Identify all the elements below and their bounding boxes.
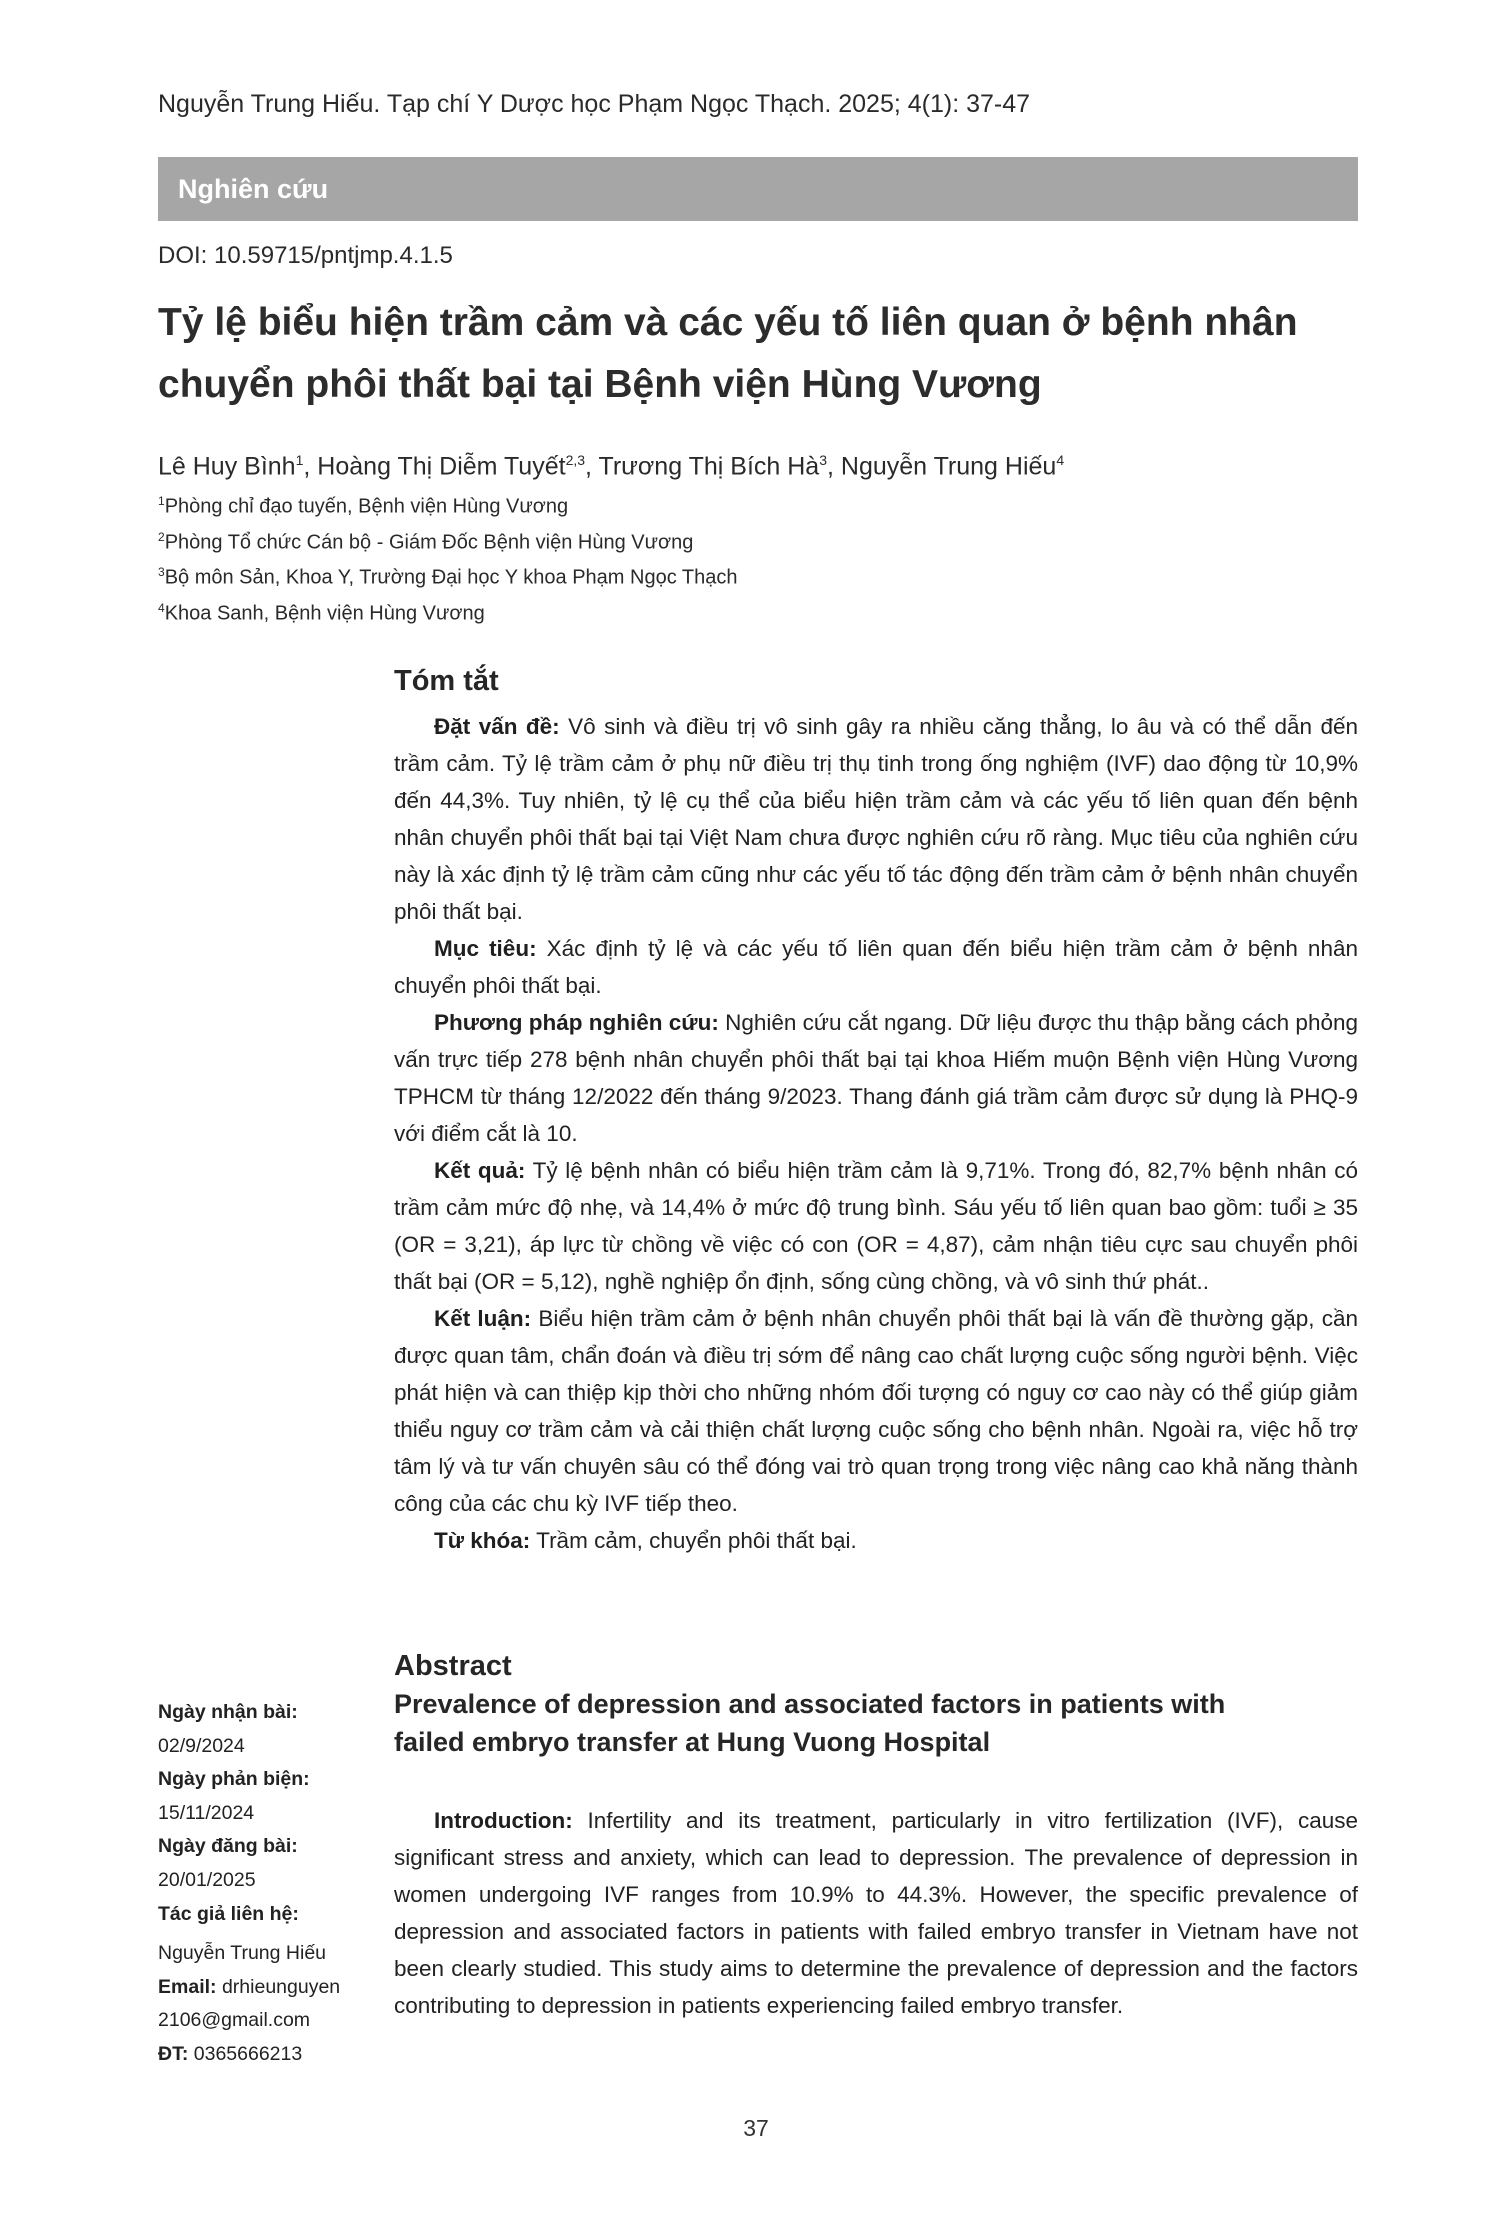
author-separator: , <box>827 452 841 481</box>
article-title <box>158 292 1368 416</box>
affiliation-text: Khoa Sanh, Bệnh viện Hùng Vương <box>164 602 485 625</box>
keywords-paragraph <box>394 1522 1358 1559</box>
abstract-heading: Abstract <box>394 1650 512 1682</box>
paragraph-label: Introduction: <box>434 1808 573 1833</box>
paragraph-label: Kết luận: <box>434 1306 532 1331</box>
author-name: Nguyễn Trung Hiếu <box>840 452 1057 481</box>
received-label: Ngày nhận bài: <box>158 1701 298 1723</box>
affiliation-list <box>158 486 737 629</box>
doi-link[interactable]: DOI: 10.59715/pntjmp.4.1.5 <box>158 242 453 269</box>
paragraph-text: Vô sinh và điều trị vô sinh gây ra nhiều căng thẳng, lo âu và có thể dẫn đến trầm cảm. Tỷ lệ trầm cảm ở phụ nữ điều trị thụ tinh trong ống nghiệm (IVF) dao động từ 10,9% đến 44,3%. Tuy nhiên, tỷ lệ cụ thể của biểu hiện trầm cảm và các yếu tố liên quan đến bệnh nhân chuyển phôi thất bại tại Việt Nam chưa được nghiên cứu rõ ràng. Mục tiêu của nghiên cứu này là xác định tỷ lệ trầm cảm cũng như các yếu tố tác động đến trầm cảm ở bệnh nhân chuyển phôi thất bại. <box>394 714 1358 924</box>
author-affil-sup: 2,3 <box>565 452 586 468</box>
citation-line: Nguyễn Trung Hiếu. Tạp chí Y Dược học Phạm Ngọc Thạch. 2025; 4(1): 37-47 <box>158 90 1031 118</box>
vietnamese-abstract <box>394 665 1358 1559</box>
paragraph-text: Infertility and its treatment, particularly in vitro fertilization (IVF), cause significant stress and anxiety, which can lead to depression. The prevalence of depression in women undergoing IVF ranges from 10.9% to 44.3%. However, the specific prevalence of depression and associated factors in patients with failed embryo transfer in Vietnam have not been clearly studied. This study aims to determine the prevalence of depression and the factors contributing to depression in patients experiencing failed embryo transfer. <box>394 1808 1358 2018</box>
email-label: Email: <box>158 1975 217 1998</box>
paragraph-text: Trầm cảm, chuyển phôi thất bại. <box>536 1528 857 1553</box>
author-name: Lê Huy Bình <box>158 452 296 481</box>
paragraph-label: Kết quả: <box>434 1158 526 1183</box>
article-info-sidebar <box>158 1696 388 2072</box>
affiliation-text: Phòng chỉ đạo tuyến, Bệnh viện Hùng Vương <box>164 495 569 518</box>
affiliation-text: Phòng Tổ chức Cán bộ - Giám Đốc Bệnh viện Hùng Vương <box>164 531 694 554</box>
affiliation-sup: 2 <box>158 529 165 544</box>
published-date: 20/01/2025 <box>158 1868 256 1891</box>
affiliation-sup: 3 <box>158 565 165 580</box>
email-part-1[interactable]: drhieunguyen <box>221 1975 341 1998</box>
contact-label: Tác giả liên hệ: <box>158 1902 299 1925</box>
paragraph-label: Đặt vấn đề: <box>434 714 560 739</box>
author-list <box>158 452 1064 481</box>
english-title <box>394 1685 1358 1761</box>
affiliation-item <box>158 522 737 558</box>
paragraph-text: Biểu hiện trầm cảm ở bệnh nhân chuyển phôi thất bại là vấn đề thường gặp, cần được quan tâm, chẩn đoán và điều trị sớm để nâng cao chất lượng cuộc sống người bệnh. Việc phát hiện và can thiệp kịp thời cho những nhóm đối tượng có nguy cơ cao này có thể giúp giảm thiểu nguy cơ trầm cảm và cải thiện chất lượng cuộc sống cho bệnh nhân. Ngoài ra, việc hỗ trợ tâm lý và tư vấn chuyên sâu có thể đóng vai trò quan trọng trong việc nâng cao khả năng thành công của các chu kỳ IVF tiếp theo. <box>394 1306 1358 1516</box>
abstract-paragraph <box>394 1004 1358 1152</box>
author-separator: , <box>303 452 318 481</box>
paragraph-label: Phương pháp nghiên cứu: <box>434 1010 719 1035</box>
author-name: Trương Thị Bích Hà <box>598 452 820 481</box>
email-part-2[interactable]: 2106@gmail.com <box>158 2009 311 2032</box>
phone-label: ĐT: <box>158 2042 189 2065</box>
affiliation-item <box>158 486 737 522</box>
paragraph-text: Nghiên cứu cắt ngang. Dữ liệu được thu thập bằng cách phỏng vấn trực tiếp 278 bệnh nhân chuyển phôi thất bại tại khoa Hiếm muộn Bệnh viện Hùng Vương TPHCM từ tháng 12/2022 đến tháng 9/2023. Thang đánh giá trầm cảm được sử dụng là PHQ-9 với điểm cắt là 10. <box>394 1010 1358 1146</box>
abstract-paragraph <box>394 930 1358 1004</box>
article-type-banner: Nghiên cứu <box>158 157 1358 221</box>
author-separator: , <box>585 452 599 481</box>
page-number: 37 <box>743 2115 769 2141</box>
author-name: Hoàng Thị Diễm Tuyết <box>317 452 566 481</box>
review-date: 15/11/2024 <box>158 1801 255 1824</box>
author-affil-sup: 3 <box>819 452 827 468</box>
author-affil-sup: 1 <box>295 452 304 468</box>
paragraph-label: Từ khóa: <box>434 1528 531 1553</box>
paragraph-text: Tỷ lệ bệnh nhân có biểu hiện trầm cảm là 9,71%. Trong đó, 82,7% bệnh nhân có trầm cảm mức độ nhẹ, và 14,4% ở mức độ trung bình. Sáu yếu tố liên quan bao gồm: tuổi ≥ 35 (OR = 3,21), áp lực từ chồng về việc có con (OR = 4,87), cảm nhận tiêu cực sau chuyển phôi thất bại (OR = 5,12), nghề nghiệp ổn định, sống cùng chồng, và vô sinh thứ phát.. <box>394 1158 1358 1294</box>
abstract-paragraph <box>394 1300 1358 1522</box>
phone-line <box>158 2038 388 2072</box>
affiliation-item <box>158 557 737 593</box>
introduction-paragraph <box>394 1802 1358 2024</box>
email-line <box>158 1971 388 2005</box>
english-title-line-1: Prevalence of depression and associated factors in patients with <box>394 1689 1226 1719</box>
review-label: Ngày phản biện: <box>158 1768 310 1791</box>
tomtat-heading: Tóm tắt <box>394 665 499 697</box>
english-abstract <box>394 1650 1358 2024</box>
title-line-2: chuyển phôi thất bại tại Bệnh viện Hùng Vương <box>158 363 1042 406</box>
paragraph-text: Xác định tỷ lệ và các yếu tố liên quan đến biểu hiện trầm cảm ở bệnh nhân chuyển phôi thất bại. <box>394 936 1358 998</box>
title-line-1: Tỷ lệ biểu hiện trầm cảm và các yếu tố liên quan ở bệnh nhân <box>158 301 1298 344</box>
affiliation-text: Bộ môn Sản, Khoa Y, Trường Đại học Y khoa Phạm Ngọc Thạch <box>164 566 738 589</box>
received-date: 02/9/2024 <box>158 1734 245 1757</box>
author-affil-sup: 4 <box>1056 452 1065 468</box>
contact-name: Nguyễn Trung Hiếu <box>158 1942 327 1965</box>
english-title-line-2: failed embryo transfer at Hung Vuong Hospital <box>394 1727 991 1757</box>
phone-number: 0365666213 <box>193 2042 303 2065</box>
abstract-paragraph <box>394 708 1358 930</box>
affiliation-sup: 1 <box>158 494 165 508</box>
published-label: Ngày đăng bài: <box>158 1835 298 1858</box>
paragraph-label: Mục tiêu: <box>434 936 537 961</box>
affiliation-sup: 4 <box>158 600 165 615</box>
abstract-paragraph <box>394 1152 1358 1300</box>
affiliation-item <box>158 593 737 629</box>
